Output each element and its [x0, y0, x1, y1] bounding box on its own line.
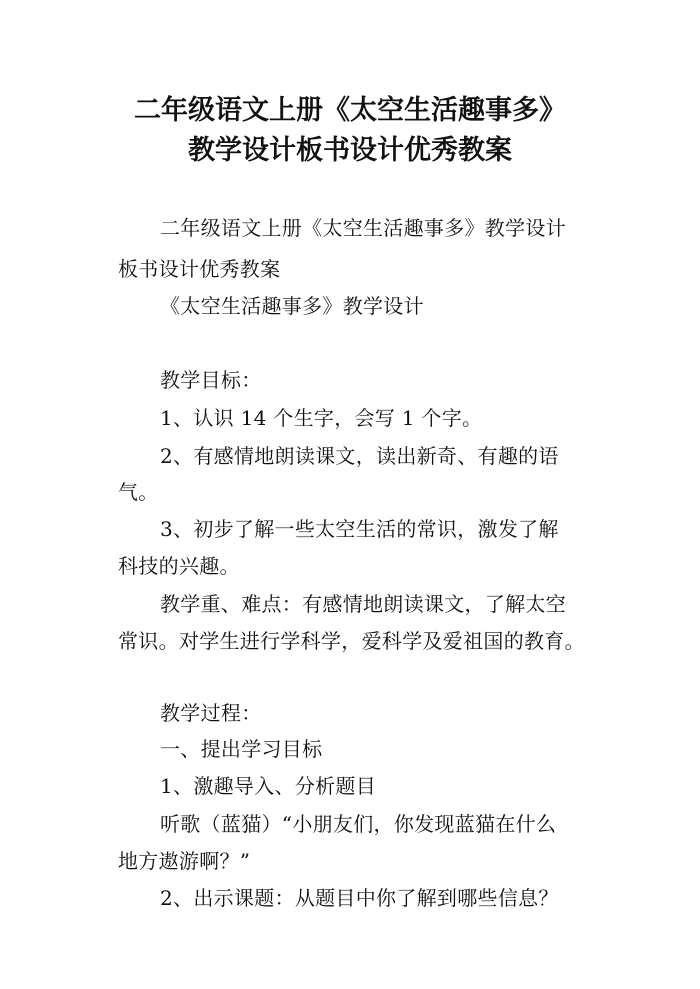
paragraph-line: 《太空生活趣事多》教学设计 — [160, 294, 424, 318]
list-item: 1、认识 14 个生字，会写 1 个字。 — [160, 406, 483, 430]
paragraph-line: 教学重、难点：有感情地朗读课文，了解太空 — [160, 592, 566, 616]
paragraph-line: 地方遨游啊？” — [118, 849, 251, 873]
document-title-line-1: 二年级语文上册《太空生活趣事多》 — [134, 95, 566, 126]
list-item: 2、出示课题：从题目中你了解到哪些信息？ — [160, 886, 559, 910]
list-item: 2、有感情地朗读课文，读出新奇、有趣的语 — [160, 444, 559, 468]
paragraph-line: 听歌（蓝猫）“小朋友们，你发现蓝猫在什么 — [160, 812, 557, 836]
document-title-line-2: 教学设计板书设计优秀教案 — [188, 135, 512, 166]
section-heading: 教学目标： — [160, 368, 262, 392]
paragraph-line: 板书设计优秀教案 — [118, 257, 281, 281]
list-item: 1、激趣导入、分析题目 — [160, 774, 377, 798]
paragraph-line: 常识。对学生进行学科学，爱科学及爱祖国的教育。 — [118, 629, 585, 653]
paragraph-line: 二年级语文上册《太空生活趣事多》教学设计 — [160, 216, 566, 240]
section-heading: 教学过程： — [160, 701, 262, 725]
subsection-heading: 一、提出学习目标 — [160, 737, 323, 761]
list-item-continuation: 科技的兴趣。 — [118, 554, 240, 578]
list-item-continuation: 气。 — [118, 480, 159, 504]
list-item: 3、初步了解一些太空生活的常识，激发了解 — [160, 517, 559, 541]
